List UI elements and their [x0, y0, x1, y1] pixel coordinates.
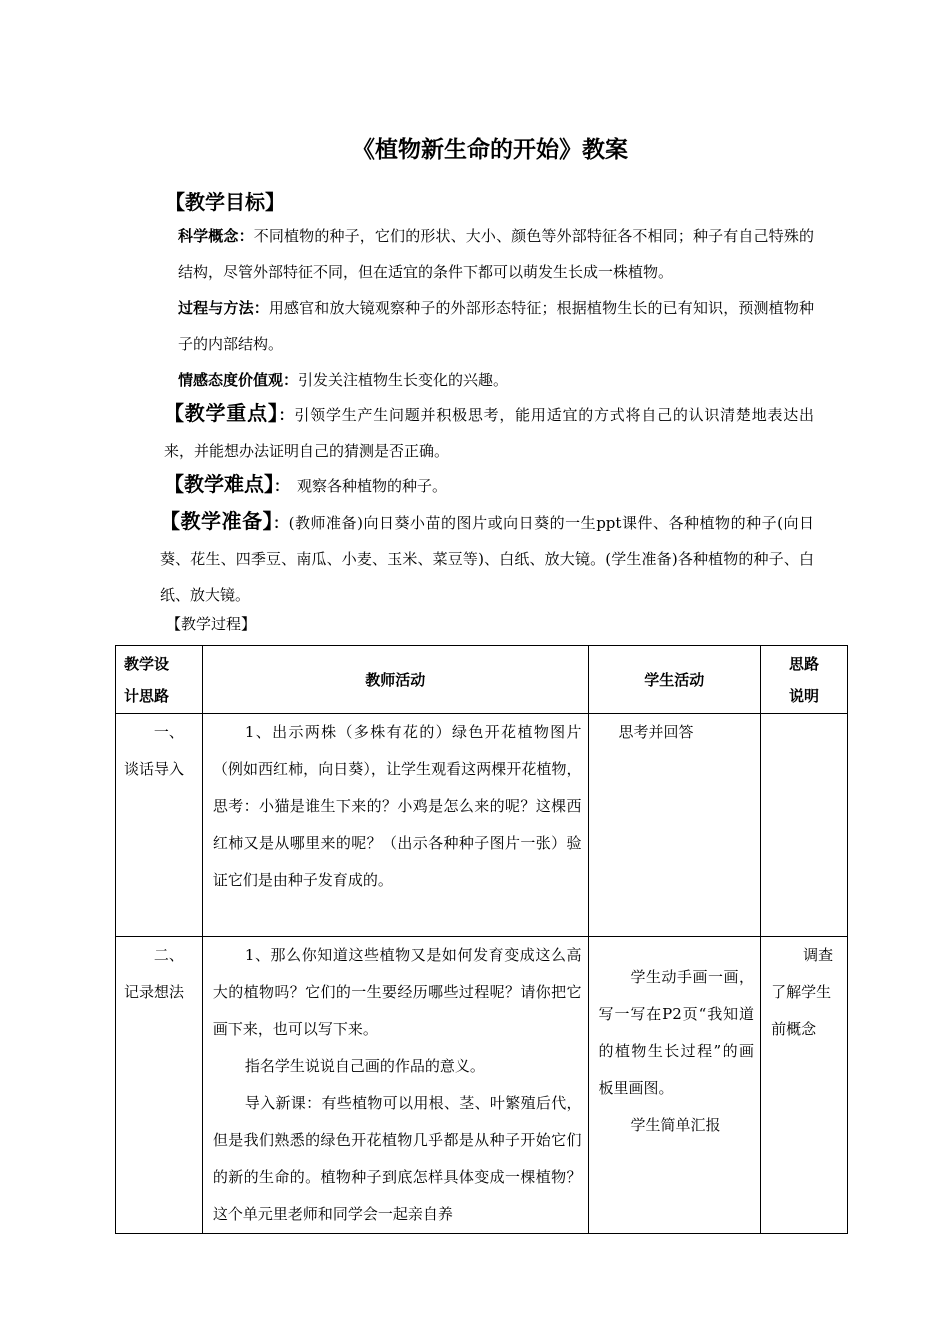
- teacher-activity-cell: [202, 714, 588, 937]
- difficult-points-heading: 【教学难点】: [164, 472, 274, 496]
- notes-cell: [761, 714, 848, 937]
- notes-cell: [761, 937, 848, 1234]
- attitude-paragraph: [146, 362, 814, 398]
- stage-name: 谈话导入: [124, 760, 185, 778]
- teacher-activity-text: 导入新课：有些植物可以用根、茎、叶繁殖后代，但是我们熟悉的绿色开花植物几乎都是从种子开始它们的新的生命的。植物种子到底怎样具体变成一棵植物？这个单元里老师和同学会一起亲自养: [212, 1094, 582, 1223]
- key-points-colon: ：: [278, 406, 295, 424]
- header-design: [116, 646, 203, 714]
- table-row: [116, 714, 848, 937]
- header-teacher: 教师活动: [202, 646, 588, 714]
- student-activity-text: 学生动手画一画，写一写在P2页“我知道的植物生长过程”的画板里画图。: [598, 968, 755, 1097]
- header-design-line1: 教学设: [124, 655, 170, 673]
- preparation-heading: 【教学准备】: [160, 509, 274, 533]
- process-method-paragraph: [146, 290, 814, 362]
- header-student: 学生活动: [588, 646, 761, 714]
- preparation-colon: ：: [273, 514, 289, 532]
- key-points-paragraph: [146, 395, 814, 469]
- difficult-points-paragraph: [146, 466, 814, 504]
- difficult-points-colon: ：: [274, 477, 290, 495]
- teaching-process-heading: 【教学过程】: [166, 615, 257, 633]
- notes-text: 调查了解学生前概念: [771, 946, 834, 1038]
- stage-name: 记录想法: [124, 983, 185, 1001]
- stage-cell: [116, 714, 203, 937]
- science-concept-label: 科学概念：: [178, 227, 254, 245]
- student-activity-cell: [588, 714, 761, 937]
- student-activity-cell: [588, 937, 761, 1234]
- teacher-activity-text: 1、出示两株（多株有花的）绿色开花植物图片（例如西红柿，向日葵），让学生观看这两棵开花植物，思考：小猫是谁生下来的？小鸡是怎么来的呢？这棵西红柿又是从哪里来的呢？（出示各种种子图片一张）验证它们是由种子发育成的。: [212, 723, 582, 889]
- teacher-activity-text: 1、那么你知道这些植物又是如何发育变成这么高大的植物吗？它们的一生要经历哪些过程呢？请你把它画下来，也可以写下来。: [212, 946, 582, 1038]
- science-concept-text: 不同植物的种子，它们的形状、大小、颜色等外部特征各不相同；种子有自己特殊的结构，尽管外部特征不同，但在适宜的条件下都可以萌发生长成一株植物。: [178, 227, 814, 281]
- header-notes-line2: 说明: [789, 687, 820, 705]
- key-points-text: 引领学生产生问题并积极思考，能用适宜的方式将自己的认识清楚地表达出来，并能想办法证明自己的猜测是否正确。: [164, 406, 814, 460]
- attitude-text: 引发关注植物生长变化的兴趣。: [298, 371, 509, 389]
- teacher-activity-text: 指名学生说说自己画的作品的意义。: [244, 1057, 485, 1075]
- attitude-label: 情感态度价值观：: [178, 371, 299, 389]
- preparation-text: (教师准备)向日葵小苗的图片或向日葵的一生ppt课件、各种植物的种子(向日葵、花生、四季豆、南瓜、小麦、玉米、菜豆等)、白纸、放大镜。(学生准备)各种植物的种子、白纸、放大镜。: [160, 514, 815, 604]
- stage-number: 二、: [153, 946, 184, 964]
- stage-number: 一、: [153, 723, 184, 741]
- header-notes: [761, 646, 848, 714]
- student-activity-text: 学生简单汇报: [630, 1116, 721, 1134]
- key-points-heading: 【教学重点】: [164, 401, 279, 425]
- difficult-points-text: 观察各种植物的种子。: [297, 477, 448, 495]
- objectives-heading: 【教学目标】: [165, 190, 285, 214]
- table-row: [116, 937, 848, 1234]
- header-design-line2: 计思路: [124, 687, 170, 705]
- header-notes-line1: 思路: [789, 655, 820, 673]
- table-header-row: [116, 646, 848, 714]
- student-activity-text: 思考并回答: [618, 723, 694, 741]
- process-method-text: 用感官和放大镜观察种子的外部形态特征；根据植物生长的已有知识，预测植物种子的内部结构。: [178, 299, 814, 353]
- process-method-label: 过程与方法：: [178, 299, 269, 317]
- preparation-paragraph: [146, 503, 814, 613]
- page-title: 《植物新生命的开始》教案: [352, 136, 628, 163]
- teacher-activity-cell: [202, 937, 588, 1234]
- lesson-plan-table: [115, 645, 848, 1234]
- stage-cell: [116, 937, 203, 1234]
- science-concept-paragraph: [146, 218, 814, 290]
